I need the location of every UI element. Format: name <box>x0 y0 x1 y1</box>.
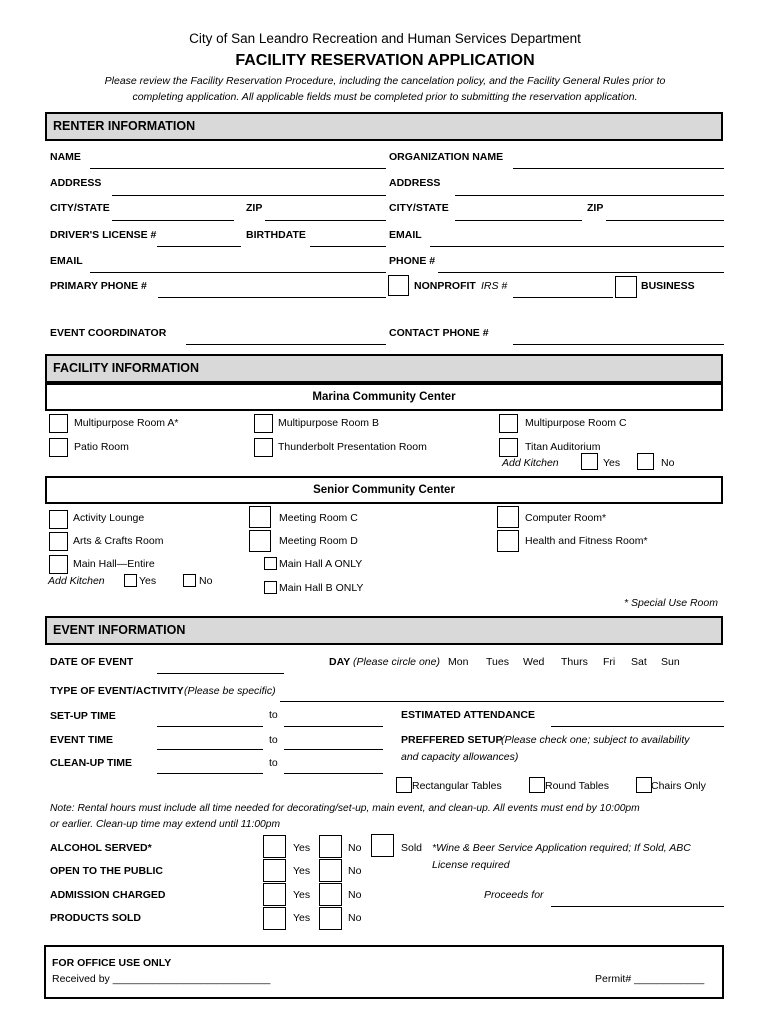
marina-kitchen-yes-label: Yes <box>603 457 621 469</box>
organization-name-label: ORGANIZATION NAME <box>389 151 504 163</box>
alcohol-no-checkbox[interactable] <box>319 835 342 858</box>
patio-room-label: Patio Room <box>74 441 129 453</box>
permit-field[interactable]: Permit# ____________ <box>595 973 705 985</box>
meeting-room-c-checkbox[interactable] <box>249 506 271 528</box>
day-thurs[interactable]: Thurs <box>561 656 588 668</box>
titan-auditorium-label: Titan Auditorium <box>525 441 601 453</box>
products-no-label: No <box>348 912 362 924</box>
email-field[interactable] <box>90 272 386 273</box>
multipurpose-room-c-label: Multipurpose Room C <box>525 417 627 429</box>
multipurpose-room-c-checkbox[interactable] <box>499 414 518 433</box>
senior-center-header: Senior Community Center <box>45 476 723 504</box>
multipurpose-room-a-checkbox[interactable] <box>49 414 68 433</box>
office-use-box <box>44 945 724 999</box>
alcohol-yes-checkbox[interactable] <box>263 835 286 858</box>
multipurpose-room-b-checkbox[interactable] <box>254 414 273 433</box>
products-sold-label: PRODUCTS SOLD <box>50 912 142 924</box>
email-label: EMAIL <box>50 255 83 267</box>
org-address-field[interactable] <box>455 195 724 196</box>
preferred-setup-label: PREFFERED SETUP <box>401 734 503 746</box>
org-email-field[interactable] <box>430 246 724 247</box>
drivers-license-label: DRIVER'S LICENSE # <box>50 229 157 241</box>
products-yes-label: Yes <box>293 912 311 924</box>
alcohol-served-label: ALCOHOL SERVED* <box>50 842 152 854</box>
thunderbolt-room-checkbox[interactable] <box>254 438 273 457</box>
open-public-yes-checkbox[interactable] <box>263 859 286 882</box>
preferred-setup-hint-2: and capacity allowances) <box>401 751 519 763</box>
birthdate-field[interactable] <box>310 246 386 247</box>
contact-phone-label: CONTACT PHONE # <box>389 327 489 339</box>
senior-add-kitchen-label: Add Kitchen <box>48 575 105 587</box>
rental-note-line-2: or earlier. Clean-up time may extend until 11:00pm <box>50 819 281 830</box>
attendance-field[interactable] <box>551 726 724 727</box>
event-time-start-field[interactable] <box>157 749 263 750</box>
city-state-field[interactable] <box>112 220 234 221</box>
org-zip-label: ZIP <box>587 202 604 214</box>
round-tables-label: Round Tables <box>545 780 610 792</box>
phone-field[interactable] <box>438 272 724 273</box>
activity-lounge-label: Activity Lounge <box>73 512 145 524</box>
admission-yes-label: Yes <box>293 889 311 901</box>
facility-section-header: FACILITY INFORMATION <box>45 354 723 383</box>
senior-kitchen-yes-label: Yes <box>139 575 157 587</box>
organization-name-field[interactable] <box>513 168 724 169</box>
marina-kitchen-yes-checkbox[interactable] <box>581 453 598 470</box>
event-type-hint: (Please be specific) <box>184 685 276 697</box>
setup-to-label: to <box>269 709 278 721</box>
department-name: City of San Leandro Recreation and Human Services Department <box>189 31 581 46</box>
event-to-label: to <box>269 734 278 746</box>
irs-field[interactable] <box>513 297 613 298</box>
name-label: NAME <box>50 151 81 163</box>
office-use-title: FOR OFFICE USE ONLY <box>52 957 172 969</box>
day-label: DAY <box>329 656 351 668</box>
senior-kitchen-yes-checkbox[interactable] <box>124 574 137 587</box>
open-public-label: OPEN TO THE PUBLIC <box>50 865 163 877</box>
day-tues[interactable]: Tues <box>486 656 509 668</box>
instructions-line-2: completing application. All applicable fields must be completed prior to submitting the reservation application. <box>132 91 638 103</box>
day-mon[interactable]: Mon <box>448 656 469 668</box>
alcohol-sold-label: Sold <box>401 842 423 854</box>
irs-label: IRS # <box>481 280 508 292</box>
wine-beer-note-2: License required <box>432 859 510 871</box>
marina-kitchen-no-label: No <box>661 457 675 469</box>
nonprofit-checkbox[interactable] <box>388 275 409 296</box>
primary-phone-field[interactable] <box>158 297 386 298</box>
day-fri[interactable]: Fri <box>603 656 616 668</box>
admission-no-checkbox[interactable] <box>319 883 342 906</box>
open-public-no-label: No <box>348 865 362 877</box>
main-hall-entire-label: Main Hall—Entire <box>73 558 155 570</box>
alcohol-no-label: No <box>348 842 362 854</box>
arts-crafts-room-checkbox[interactable] <box>49 532 68 551</box>
event-coordinator-field[interactable] <box>186 344 386 345</box>
date-of-event-label: DATE OF EVENT <box>50 656 134 668</box>
org-zip-field[interactable] <box>606 220 724 221</box>
main-hall-a-checkbox[interactable] <box>264 557 277 570</box>
alcohol-sold-checkbox[interactable] <box>371 834 394 857</box>
instructions-line-1: Please review the Facility Reservation Procedure, including the cancelation policy, and the Facility General Rules prior to <box>104 75 666 87</box>
senior-kitchen-no-label: No <box>199 575 213 587</box>
date-of-event-field[interactable] <box>157 673 284 674</box>
rental-note-line-1: Note: Rental hours must include all time needed for decorating/set-up, main event, and clean-up. All events must end by 10:00pm <box>50 803 640 814</box>
thunderbolt-room-label: Thunderbolt Presentation Room <box>278 441 427 453</box>
org-city-state-label: CITY/STATE <box>389 202 449 214</box>
computer-room-checkbox[interactable] <box>497 506 519 528</box>
activity-lounge-checkbox[interactable] <box>49 510 68 529</box>
zip-field[interactable] <box>265 220 386 221</box>
meeting-room-d-checkbox[interactable] <box>249 530 271 552</box>
day-sat[interactable]: Sat <box>631 656 647 668</box>
org-city-state-field[interactable] <box>455 220 582 221</box>
health-fitness-room-label: Health and Fitness Room* <box>525 535 648 547</box>
org-email-label: EMAIL <box>389 229 422 241</box>
marina-center-header: Marina Community Center <box>45 383 723 411</box>
titan-auditorium-checkbox[interactable] <box>499 438 518 457</box>
contact-phone-field[interactable] <box>513 344 724 345</box>
event-section-header: EVENT INFORMATION <box>45 616 723 645</box>
meeting-room-d-label: Meeting Room D <box>279 535 358 547</box>
preferred-setup-hint-1: (Please check one; subject to availability <box>501 734 690 746</box>
alcohol-yes-label: Yes <box>293 842 311 854</box>
marina-kitchen-no-checkbox[interactable] <box>637 453 654 470</box>
city-state-label: CITY/STATE <box>50 202 110 214</box>
cleanup-time-label: CLEAN-UP TIME <box>50 757 133 769</box>
phone-label: PHONE # <box>389 255 436 267</box>
form-title: FACILITY RESERVATION APPLICATION <box>235 52 535 69</box>
products-no-checkbox[interactable] <box>319 907 342 930</box>
senior-kitchen-no-checkbox[interactable] <box>183 574 196 587</box>
setup-time-start-field[interactable] <box>157 726 263 727</box>
address-label: ADDRESS <box>50 177 102 189</box>
main-hall-b-label: Main Hall B ONLY <box>279 582 364 594</box>
business-checkbox[interactable] <box>615 276 637 298</box>
marina-add-kitchen-label: Add Kitchen <box>502 457 559 469</box>
chairs-only-checkbox[interactable] <box>636 777 652 793</box>
wine-beer-note-1: *Wine & Beer Service Application required; If Sold, ABC <box>432 842 691 854</box>
primary-phone-label: PRIMARY PHONE # <box>50 280 147 292</box>
cleanup-time-end-field[interactable] <box>284 773 383 774</box>
proceeds-for-label: Proceeds for <box>484 889 544 901</box>
event-time-end-field[interactable] <box>284 749 383 750</box>
main-hall-b-checkbox[interactable] <box>264 581 277 594</box>
setup-time-label: SET-UP TIME <box>50 710 116 722</box>
day-hint: (Please circle one) <box>353 656 440 668</box>
name-field[interactable] <box>90 168 386 169</box>
main-hall-a-label: Main Hall A ONLY <box>279 558 363 570</box>
rectangular-tables-checkbox[interactable] <box>396 777 412 793</box>
admission-no-label: No <box>348 889 362 901</box>
rectangular-tables-label: Rectangular Tables <box>412 780 502 792</box>
cleanup-to-label: to <box>269 757 278 769</box>
zip-label: ZIP <box>246 202 263 214</box>
event-time-label: EVENT TIME <box>50 734 114 746</box>
meeting-room-c-label: Meeting Room C <box>279 512 358 524</box>
business-label: BUSINESS <box>641 280 695 292</box>
special-use-note: * Special Use Room <box>624 597 718 609</box>
nonprofit-label: NONPROFIT <box>414 280 476 292</box>
event-coordinator-label: EVENT COORDINATOR <box>50 327 167 339</box>
open-public-yes-label: Yes <box>293 865 311 877</box>
computer-room-label: Computer Room* <box>525 512 607 524</box>
admission-charged-label: ADMISSION CHARGED <box>50 889 166 901</box>
day-wed[interactable]: Wed <box>523 656 545 668</box>
multipurpose-room-b-label: Multipurpose Room B <box>278 417 379 429</box>
attendance-label: ESTIMATED ATTENDANCE <box>401 709 535 721</box>
admission-yes-checkbox[interactable] <box>263 883 286 906</box>
event-type-label: TYPE OF EVENT/ACTIVITY <box>50 685 184 697</box>
event-type-field[interactable] <box>280 701 724 702</box>
multipurpose-room-a-label: Multipurpose Room A* <box>74 417 179 429</box>
birthdate-label: BIRTHDATE <box>246 229 306 241</box>
drivers-license-field[interactable] <box>157 246 241 247</box>
address-field[interactable] <box>112 195 386 196</box>
products-yes-checkbox[interactable] <box>263 907 286 930</box>
open-public-no-checkbox[interactable] <box>319 859 342 882</box>
chairs-only-label: Chairs Only <box>651 780 706 792</box>
day-sun[interactable]: Sun <box>661 656 680 668</box>
arts-crafts-room-label: Arts & Crafts Room <box>73 535 164 547</box>
main-hall-entire-checkbox[interactable] <box>49 555 68 574</box>
patio-room-checkbox[interactable] <box>49 438 68 457</box>
renter-section-header: RENTER INFORMATION <box>45 112 723 141</box>
cleanup-time-start-field[interactable] <box>157 773 263 774</box>
health-fitness-room-checkbox[interactable] <box>497 530 519 552</box>
proceeds-for-field[interactable] <box>551 906 724 907</box>
org-address-label: ADDRESS <box>389 177 441 189</box>
setup-time-end-field[interactable] <box>284 726 383 727</box>
received-by-field[interactable]: Received by ___________________________ <box>52 973 271 985</box>
round-tables-checkbox[interactable] <box>529 777 545 793</box>
